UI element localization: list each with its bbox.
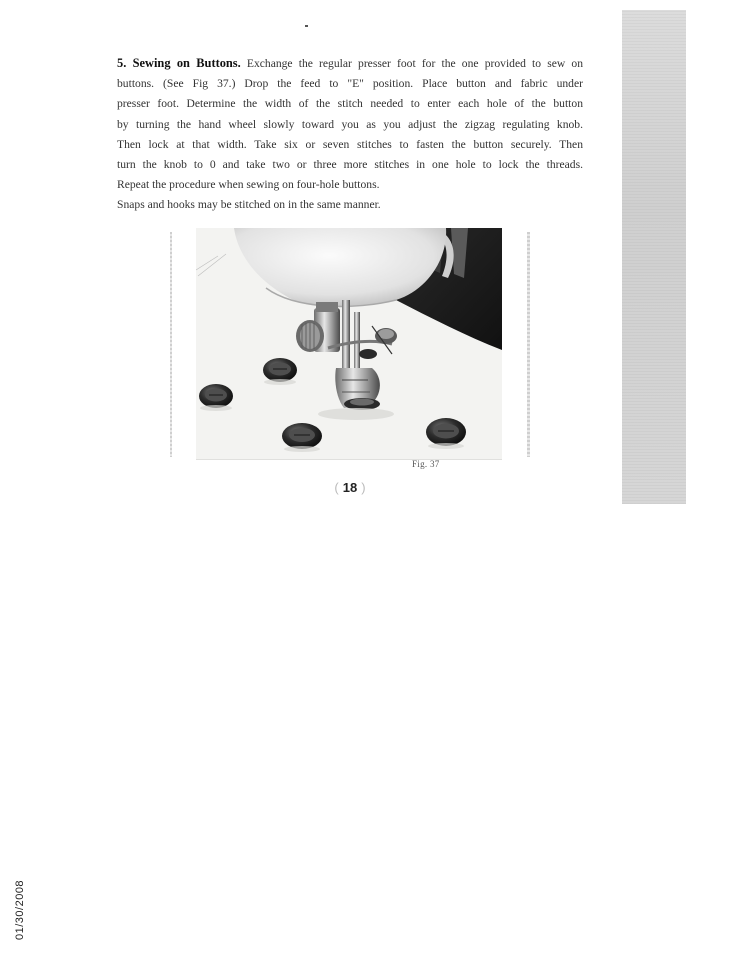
instruction-line-8: Snaps and hooks may be stitched on in the same manner. — [117, 198, 381, 212]
button-4 — [426, 418, 466, 449]
scan-edge-strip — [622, 10, 686, 504]
button-1 — [263, 358, 297, 385]
sewing-machine-photo — [196, 228, 502, 460]
instructions-text — [117, 53, 583, 216]
instruction-line-5: Then lock at that width. Take six or seven stitches to fasten the button securely. Then — [117, 137, 583, 151]
instruction-line-2: buttons. (See Fig 37.) Drop the feed to "E" position. Place button and fabric under — [117, 77, 583, 91]
section-heading: 5. Sewing on Buttons. — [117, 56, 241, 70]
instruction-line-4: by turning the hand wheel slowly toward you as you adjust the zigzag regulating knob. — [117, 117, 583, 131]
instruction-line-3: presser foot. Determine the width of the stitch needed to enter each hole of the button — [117, 97, 583, 111]
instruction-line-1: 5. Sewing on Buttons. Exchange the regular presser foot for the one provided to sew on — [117, 56, 583, 70]
page-number-value: 18 — [342, 480, 358, 495]
scan-artifact-left — [170, 232, 172, 457]
page-number-paren-close: ) — [361, 480, 366, 495]
page-number-paren-open: ( — [334, 480, 339, 495]
scan-artifact-right — [527, 232, 530, 457]
figure-caption: Fig. 37 — [412, 459, 440, 469]
instruction-line-6: turn the knob to 0 and take two or three more stitches in one hole to lock the threads. — [117, 158, 583, 172]
scan-date-stamp: 01/30/2008 — [14, 879, 26, 940]
scan-speck — [305, 25, 308, 27]
page-number — [320, 480, 380, 495]
instruction-line-7: Repeat the procedure when sewing on four-hole buttons. — [117, 178, 380, 192]
button-2 — [199, 384, 233, 411]
button-3 — [282, 423, 322, 452]
sewing-machine-illustration — [196, 228, 502, 460]
